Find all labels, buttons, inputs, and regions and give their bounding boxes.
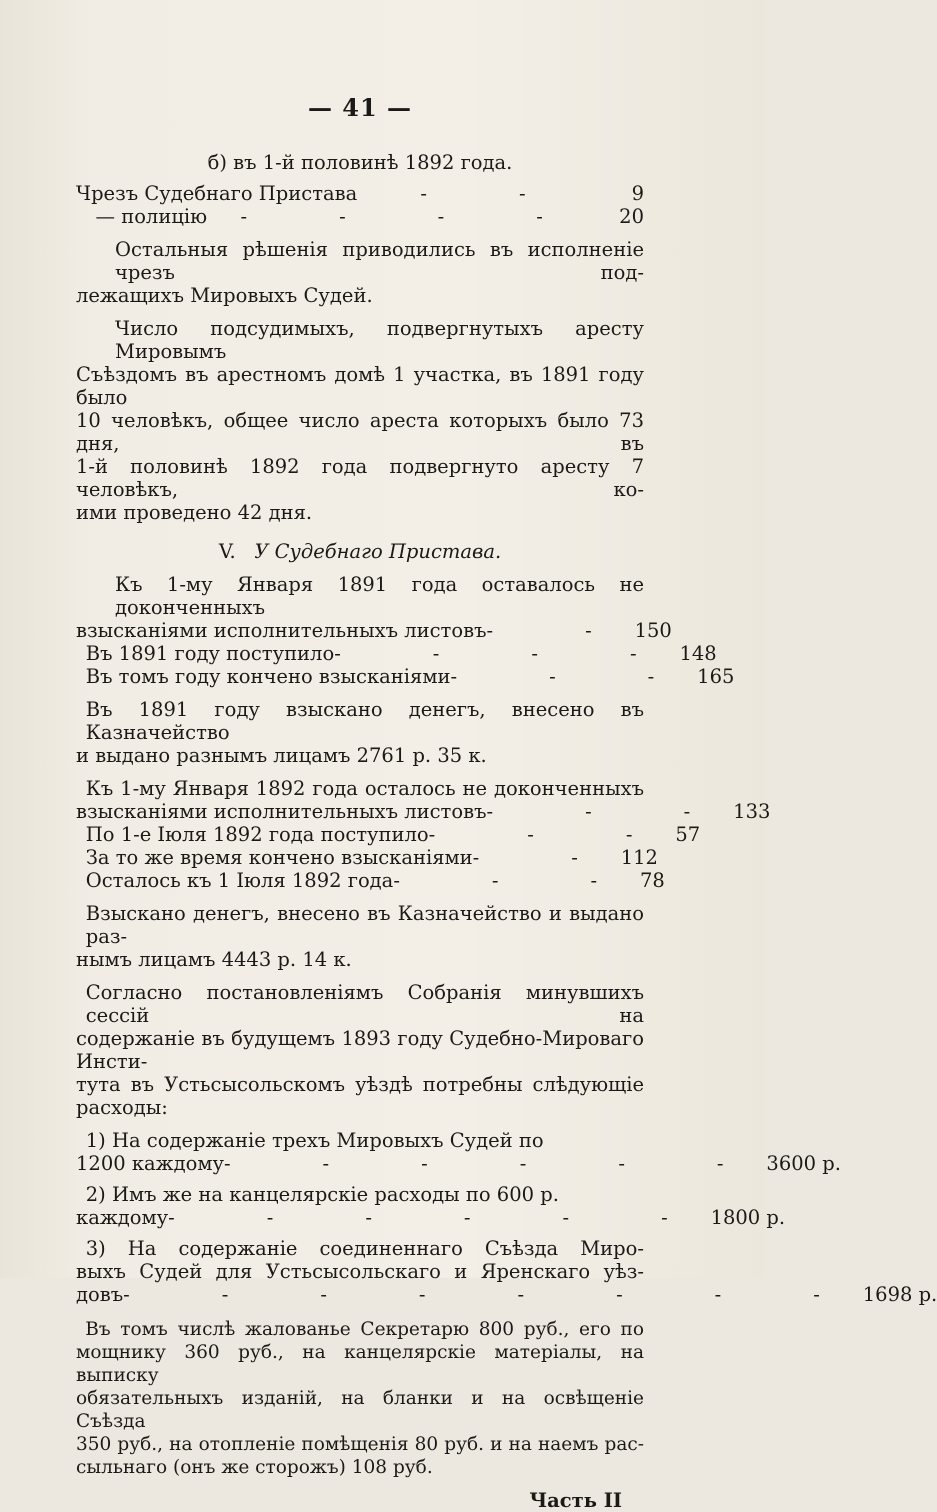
row-dashes: - - -	[428, 823, 676, 846]
text-line: Остальныя рѣшенія приводились въ исполненіе чрезъ под-	[115, 238, 644, 284]
table-row	[76, 1283, 937, 1306]
paragraph-decisions	[76, 238, 644, 307]
text-line: 350 руб., на отопленіе помѣщенія 80 руб. и на наемъ рас-	[76, 1434, 644, 1455]
text-line: тута въ Устьсысольскомъ уѣздѣ потребны слѣдующіе расходы:	[76, 1073, 644, 1119]
paragraph-collected-1892	[76, 902, 644, 971]
text-line: Къ 1-му Января 1892 года осталось не доконченныхъ	[85, 777, 644, 800]
text-line: Въ томъ числѣ жалованье Секретарю 800 руб., его по	[85, 1319, 644, 1340]
text-line: сыльнаго (онъ же сторожъ) 108 руб.	[76, 1457, 433, 1478]
table-row	[76, 619, 672, 642]
row-label: По 1-е Іюля 1892 года поступило	[85, 823, 429, 846]
row-label: взысканіями исполнительныхъ листовъ	[76, 619, 487, 642]
row-dashes: - - - - - - - -	[123, 1283, 863, 1306]
text-line: ими проведено 42 дня.	[76, 501, 313, 524]
row-value: 148	[679, 642, 717, 665]
row-label: Въ томъ году кончено взысканіями	[85, 665, 451, 688]
text-column	[76, 93, 937, 1512]
text-line: обязательныхъ изданій, на бланки и на освѣщеніе Съѣзда	[76, 1388, 644, 1432]
row-value: 165	[697, 665, 735, 688]
text-line: 10 человѣкъ, общее число ареста которыхъ было 73 дня, въ	[76, 409, 644, 455]
page-number: — 41 —	[307, 93, 413, 122]
row-value: 1800 р.	[710, 1206, 786, 1229]
expense-item-1	[76, 1129, 841, 1175]
block-1891	[76, 573, 735, 688]
row-dashes: - - -	[450, 665, 698, 688]
text-line: и выдано разнымъ лицамъ 2761 р. 35 к.	[76, 744, 487, 767]
text-line: содержаніе въ будущемъ 1893 году Судебно-Мироваго Инсти-	[76, 1027, 644, 1073]
row-value: 133	[733, 800, 771, 823]
text-line: лежащихъ Мировыхъ Судей.	[76, 284, 373, 307]
row-label: каждому	[76, 1206, 169, 1229]
row-dashes: - - - -	[240, 205, 586, 228]
text-line: Согласно постановленіямъ Собранія минувшихъ сессій на	[85, 981, 644, 1027]
text-line: Въ 1891 году взыскано денегъ, внесено въ Казначейство	[85, 698, 644, 744]
text-line: 2) Имъ же на канцелярскіе расходы по 600 р.	[85, 1183, 559, 1206]
row-dashes: - - - - - -	[168, 1206, 711, 1229]
row-dashes: - -	[472, 846, 621, 869]
row-value: 78	[640, 869, 665, 892]
row-dashes: - - - -	[334, 642, 680, 665]
text-line: выхъ Судей для Устьсысольскаго и Яренскаго уѣз-	[76, 1260, 644, 1283]
paragraph-defendants	[76, 317, 644, 524]
table-row	[76, 665, 735, 688]
expense-item-2	[76, 1183, 786, 1229]
text-line: 3) На содержаніе соединеннаго Съѣзда Миро-	[85, 1237, 644, 1260]
row-label: Въ 1891 году поступило	[85, 642, 335, 665]
table-row	[76, 800, 771, 823]
table-row	[76, 846, 658, 869]
row-value: 3600 р.	[766, 1152, 841, 1175]
text-line: Къ 1-му Января 1891 года оставалось не доконченныхъ	[115, 573, 644, 619]
expense-item-3	[76, 1237, 937, 1306]
signature-part: Часть II	[529, 1489, 622, 1512]
row-label: За то же время кончено взысканіями	[85, 846, 473, 869]
text-line: мощнику 360 руб., на канцелярскіе матеріалы, на выписку	[76, 1342, 644, 1386]
block-1892	[76, 777, 771, 892]
row-value: 20	[619, 205, 644, 228]
table-row	[76, 182, 644, 205]
row-label: Осталось къ 1 Іюля 1892 года	[85, 869, 394, 892]
section-v-title: У Судебнаго Пристава.	[254, 540, 502, 563]
section-v-heading	[76, 540, 644, 563]
row-label: взысканіями исполнительныхъ листовъ	[76, 800, 487, 823]
row-value: 57	[675, 823, 701, 846]
text-line: Взыскано денегъ, внесено въ Казначейство и выдано раз-	[85, 902, 644, 948]
row-label: Чрезъ Судебнаго Пристава	[76, 182, 358, 205]
row-dashes: - - -	[486, 800, 734, 823]
row-dashes: - -	[486, 619, 635, 642]
section-v-number: V.	[218, 540, 236, 563]
row-value: 9	[631, 182, 644, 205]
text-line: 1) На содержаніе трехъ Мировыхъ Судей по	[85, 1129, 544, 1152]
paragraph-secretary	[76, 1318, 644, 1479]
row-value: 1698 р.	[862, 1283, 937, 1306]
table-row	[76, 1152, 841, 1175]
row-label: — полицію	[95, 205, 208, 228]
text-line: 1-й половинѣ 1892 года подвергнуто аресту 7 человѣкъ, ко-	[76, 455, 644, 501]
row-value: 112	[620, 846, 658, 869]
text-line: Съѣздомъ въ арестномъ домѣ 1 участка, въ 1891 году было	[76, 363, 644, 409]
row-dashes: - - -	[393, 869, 640, 892]
table-row	[76, 205, 644, 228]
row-dashes: - -	[420, 182, 569, 205]
row-value: 150	[634, 619, 672, 642]
enforcement-table	[76, 182, 644, 228]
paragraph-resolutions	[76, 981, 644, 1119]
row-label: 1200 каждому	[76, 1152, 224, 1175]
text-line: Число подсудимыхъ, подвергнутыхъ аресту Мировымъ	[115, 317, 644, 363]
row-dashes: - - - - - -	[223, 1152, 767, 1175]
paragraph-collected-1891	[76, 698, 644, 767]
table-row	[76, 869, 665, 892]
table-row	[76, 823, 701, 846]
text-line: нымъ лицамъ 4443 р. 14 к.	[76, 948, 352, 971]
row-label: довъ	[76, 1283, 124, 1306]
section-b-title: б) въ 1-й половинѣ 1892 года.	[207, 151, 513, 174]
table-row	[76, 642, 717, 665]
table-row	[76, 1206, 786, 1229]
